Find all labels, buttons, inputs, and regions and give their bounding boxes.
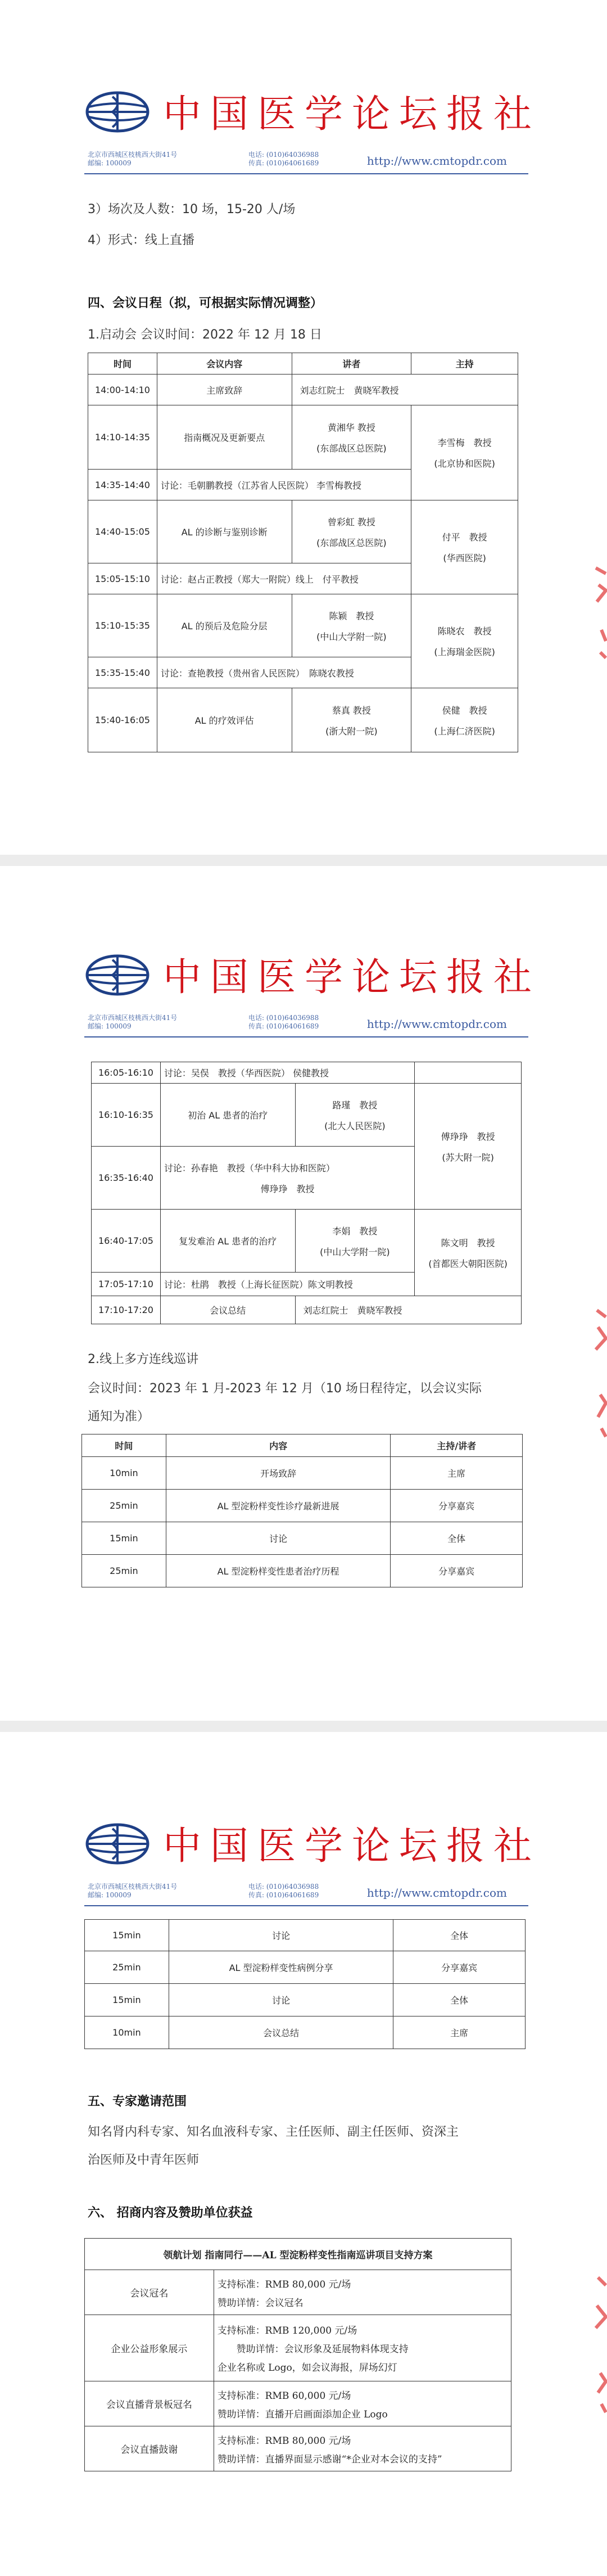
cell-host: 李雪梅 教授 (北京协和医院) [411,405,518,500]
sub-2-time-line1: 会议时间：2023 年 1 月-2023 年 12 月（10 场日程待定，以会议实际 [88,1382,482,1396]
cell-content: AL 的疗效评估 [157,688,292,752]
cell-discussion: 讨论：吴俣 教授（华西医院） 侯健教授 [160,1062,414,1084]
col-host: 主持 [411,353,518,375]
col-time: 时间 [88,353,157,375]
cell-content: AL 的诊断与鉴别诊断 [157,500,292,563]
tour-agenda-table-continued [84,1919,526,2049]
phone: 电话: (010)64036988 传真: (010)64061689 [248,1883,319,1899]
page-2 [0,866,607,1721]
cell-content: 会议总结 [169,2016,393,2049]
cell-time: 14:10-14:35 [88,405,157,470]
section-5-line2: 治医师及中青年医师 [88,2153,200,2167]
cell-host: 全体 [391,1522,523,1555]
cell-time: 14:40-15:05 [88,500,157,563]
cell-content: AL 型淀粉样变性诊疗最新进展 [166,1490,390,1522]
cell-time: 10min [85,2016,169,2049]
cell-time: 15:05-15:10 [88,563,157,594]
cell-speaker: 黄湘华 教授 (东部战区总医院) [292,405,411,470]
cell-time: 15:35-15:40 [88,657,157,688]
cell-time: 15min [85,1984,169,2016]
address: 北京市西城区枝桃西大街41号 邮编: 100009 [88,1883,178,1899]
cell-content: 会议总结 [160,1296,295,1324]
cell-host: 主席 [391,1457,523,1490]
cell-time: 16:35-16:40 [92,1147,161,1210]
cell-time: 10min [82,1457,166,1490]
schedule-table-1 [88,353,518,752]
sponsorship-title: 领航计划 指南同行——AL 型淀粉样变性指南巡讲项目支持方案 [85,2239,511,2270]
cell-content: AL 型淀粉样变性患者治疗历程 [166,1555,390,1587]
cell-content: 指南概况及更新要点 [157,405,292,470]
cell-speaker: 刘志红院士 黄晓军教授 [295,1296,521,1324]
website-link[interactable]: http://www.cmtopdr.com [366,1886,507,1900]
cell-time: 16:10-16:35 [92,1084,161,1147]
sponsor-item-name: 会议直播背景板冠名 [85,2381,214,2426]
cell-speaker: 蔡真 教授 (浙大附一院) [292,688,411,752]
col-host-speaker: 主持/讲者 [391,1434,523,1457]
cell-host: 侯健 教授 (上海仁济医院) [411,688,518,752]
cell-content: 初治 AL 患者的治疗 [160,1084,295,1147]
col-content: 内容 [166,1434,390,1457]
section-6-title: 六、 招商内容及赞助单位获益 [88,2206,253,2220]
letterhead-title: 中国医学论坛报社 [163,92,541,137]
seam-stamp-icon [585,562,607,675]
cell-speaker: 路瑾 教授 (北大人民医院) [295,1084,415,1147]
cell-host [415,1062,522,1084]
cell-speaker: 刘志红院士 黄晓军教授 [292,375,518,405]
cell-discussion: 讨论：杜鹃 教授（上海长征医院）陈文明教授 [160,1273,414,1296]
page-1 [0,0,607,855]
cell-speaker: 陈颖 教授 (中山大学附一院) [292,594,411,657]
cell-time: 25min [85,1951,169,1984]
address: 北京市西城区枝桃西大街41号 邮编: 100009 [88,1014,178,1030]
header-divider [84,173,528,174]
cell-host: 全体 [393,1920,526,1951]
website-link[interactable]: http://www.cmtopdr.com [366,154,507,168]
cell-speaker: 李娟 教授 (中山大学附一院) [295,1210,415,1273]
section-4-title: 四、会议日程（拟，可根据实际情况调整） [88,296,323,310]
seam-stamp-icon [585,1305,607,1440]
section-5-title: 五、专家邀请范围 [88,2095,187,2109]
col-time: 时间 [82,1434,166,1457]
cell-host: 主席 [393,2016,526,2049]
letterhead-title: 中国医学论坛报社 [163,955,541,1000]
sponsor-item-name: 会议冠名 [85,2270,214,2315]
cell-content: 复发难治 AL 患者的治疗 [160,1210,295,1273]
newspaper-logo-icon [84,953,151,997]
sub-2-time-line2: 通知为准） [88,1410,150,1424]
sponsor-item-detail: 支持标准：RMB 120,000 元/场 赞助详情：会议形象及延展物料体现支持 企业名称或 Logo，如会议海报，屏场幻灯 [214,2315,511,2381]
letterhead-title: 中国医学论坛报社 [163,1824,541,1869]
cell-content: AL 型淀粉样变性病例分享 [169,1951,393,1984]
cell-content: 主席致辞 [157,375,292,405]
cell-time: 17:10-17:20 [92,1296,161,1324]
sponsor-item-name: 企业公益形象展示 [85,2315,214,2381]
header-divider [84,1905,528,1906]
newspaper-logo-icon [84,90,151,134]
cell-time: 16:05-16:10 [92,1062,161,1084]
cell-time: 14:00-14:10 [88,375,157,405]
item-4: 4）形式：线上直播 [88,233,194,247]
cell-time: 15:40-16:05 [88,688,157,752]
page-gap [0,855,607,866]
cell-discussion: 讨论：赵占正教授（郑大一附院）线上 付平教授 [157,563,411,594]
item-3: 3）场次及人数：10 场，15-20 人/场 [88,202,296,216]
cell-host: 全体 [393,1984,526,2016]
newspaper-logo-icon [84,1822,151,1866]
sponsor-item-detail: 支持标准：RMB 80,000 元/场 赞助详情：会议冠名 [214,2270,511,2315]
cell-content: 讨论 [169,1920,393,1951]
cell-time: 15min [82,1522,166,1555]
sub-2-title: 2.线上多方连线巡讲 [88,1352,198,1366]
cell-discussion: 讨论：孙春艳 教授（华中科大协和医院） 傅琤琤 教授 [160,1147,414,1210]
cell-time: 16:40-17:05 [92,1210,161,1273]
cell-host: 陈文明 教授 (首都医大朝阳医院) [415,1210,522,1296]
sponsor-item-detail: 支持标准：RMB 80,000 元/场 赞助详情：直播界面显示感谢“*企业对本会议的支持” [214,2426,511,2471]
sponsorship-table [84,2238,511,2471]
sponsor-item-detail: 支持标准：RMB 60,000 元/场 赞助详情：直播开启画面添加企业 Logo [214,2381,511,2426]
cell-speaker: 曾彩虹 教授 (东部战区总医院) [292,500,411,563]
cell-content: 讨论 [169,1984,393,2016]
phone: 电话: (010)64036988 传真: (010)64061689 [248,151,319,167]
section-5-line1: 知名肾内科专家、知名血液科专家、主任医师、副主任医师、资深主 [88,2125,459,2139]
col-speaker: 讲者 [292,353,411,375]
seam-stamp-icon [585,2272,607,2418]
address: 北京市西城区枝桃西大街41号 邮编: 100009 [88,151,178,167]
header-divider [84,1036,528,1037]
cell-discussion: 讨论：查艳教授（贵州省人民医院） 陈晓农教授 [157,657,411,688]
tour-agenda-table [81,1434,523,1587]
cell-host: 陈晓农 教授 (上海瑞金医院) [411,594,518,688]
cell-time: 17:05-17:10 [92,1273,161,1296]
cell-host: 分享嘉宾 [393,1951,526,1984]
cell-host: 分享嘉宾 [391,1490,523,1522]
cell-host: 傅琤琤 教授 (苏大附一院) [415,1084,522,1210]
cell-time: 14:35-14:40 [88,470,157,500]
cell-host: 分享嘉宾 [391,1555,523,1587]
cell-time: 15min [85,1920,169,1951]
cell-time: 25min [82,1490,166,1522]
cell-discussion: 讨论：毛朝鹏教授（江苏省人民医院） 李雪梅教授 [157,470,411,500]
cell-host: 付平 教授 (华西医院) [411,500,518,594]
cell-content: 讨论 [166,1522,390,1555]
cell-time: 15:10-15:35 [88,594,157,657]
schedule-table-1-continued [91,1062,522,1324]
sub-1-title: 1.启动会 会议时间：2022 年 12 月 18 日 [88,328,322,342]
website-link[interactable]: http://www.cmtopdr.com [366,1017,507,1031]
cell-content: 开场致辞 [166,1457,390,1490]
sponsor-item-name: 会议直播鼓谢 [85,2426,214,2471]
cell-content: AL 的预后及危险分层 [157,594,292,657]
col-content: 会议内容 [157,353,292,375]
page-3 [0,1732,607,2576]
phone: 电话: (010)64036988 传真: (010)64061689 [248,1014,319,1030]
page-gap [0,1721,607,1732]
cell-time: 25min [82,1555,166,1587]
